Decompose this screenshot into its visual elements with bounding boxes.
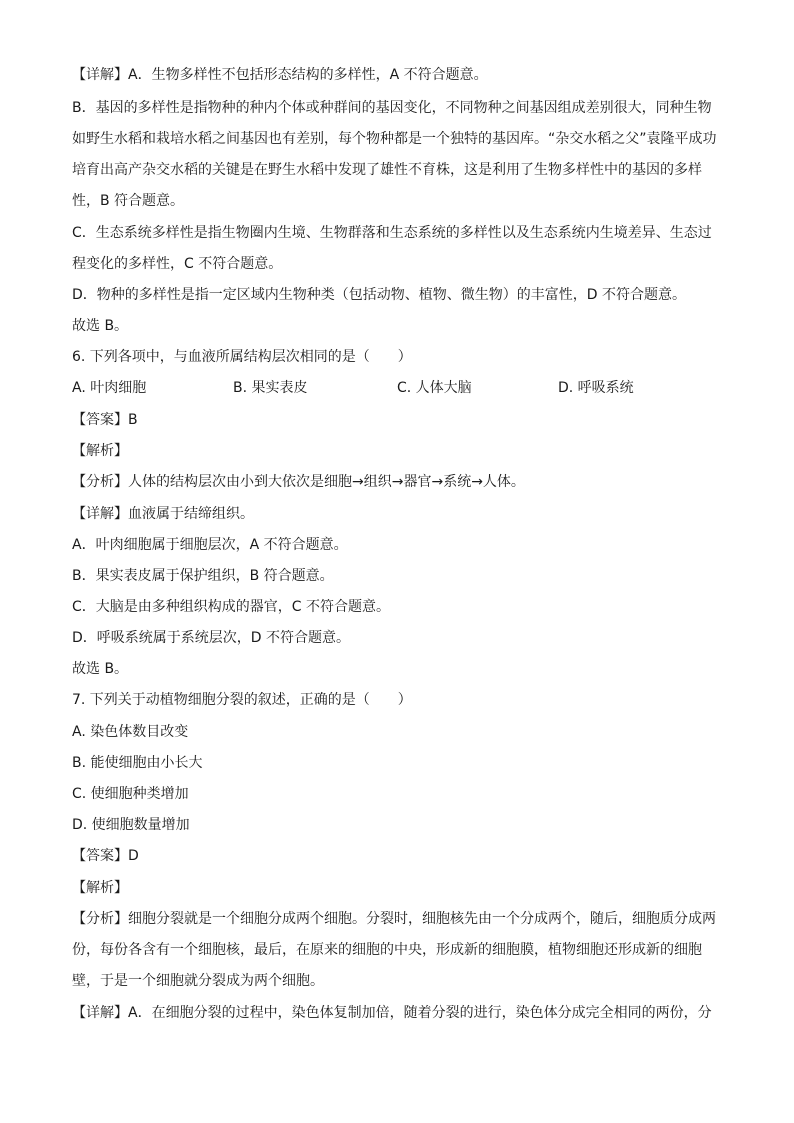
text-line: 【详解】血液属于结缔组织。 (72, 506, 254, 522)
text-line: 壁，于是一个细胞就分裂成为两个细胞。 (72, 973, 324, 989)
text-line: D．呼吸系统属于系统层次，D 不符合题意。 (72, 630, 351, 646)
choice-c: C. 使细胞种类增加 (72, 786, 189, 802)
text-line: 如野生水稻和栽培水稻之间基因也有差别，每个物种都是一个独特的基因库。“杂交水稻之父”袁隆平成功 (72, 131, 717, 147)
question-6-choices (72, 378, 722, 398)
choice-c: C. 人体大脑 (397, 380, 472, 396)
choice-b: B. 能使细胞由小长大 (72, 755, 203, 771)
text-line: 程变化的多样性，C 不符合题意。 (72, 256, 283, 272)
answer-line: 【答案】D (72, 848, 139, 864)
choice-d: D. 使细胞数量增加 (72, 817, 190, 833)
text-line: 性，B 符合题意。 (72, 193, 185, 209)
text-line: 故选 B。 (72, 661, 129, 677)
text-line: 【分析】细胞分裂就是一个细胞分成两个细胞。分裂时，细胞核先由一个分成两个，随后，细胞质分成两 (72, 911, 716, 927)
text-line: 份，每份各含有一个细胞核，最后，在原来的细胞的中央，形成新的细胞膜，植物细胞还形成新的细胞 (72, 942, 702, 958)
answer-line: 【答案】B (72, 412, 138, 428)
question-6-stem: 6. 下列各项中，与血液所属结构层次相同的是（ ） (72, 349, 412, 365)
choice-a: A. 叶肉细胞 (72, 380, 147, 396)
question-7-stem: 7. 下列关于动植物细胞分裂的叙述，正确的是（ ） (72, 692, 412, 708)
text-line: 【详解】A．生物多样性不包括形态结构的多样性，A 不符合题意。 (72, 67, 488, 83)
choice-b: B. 果实表皮 (233, 380, 308, 396)
analysis-heading: 【解析】 (72, 880, 128, 896)
text-line: 【详解】A．在细胞分裂的过程中，染色体复制加倍，随着分裂的进行，染色体分成完全相同的两份，分 (72, 1005, 712, 1021)
text-line: C．生态系统多样性是指生物圈内生境、生物群落和生态系统的多样性以及生态系统内生境差异、生态过 (72, 225, 712, 241)
text-line: D．物种的多样性是指一定区域内生物种类（包括动物、植物、微生物）的丰富性，D 不符合题意。 (72, 287, 687, 303)
text-line: 故选 B。 (72, 318, 129, 334)
analysis-heading: 【解析】 (72, 443, 128, 459)
text-line: B．果实表皮属于保护组织，B 符合题意。 (72, 568, 334, 584)
text-line: 【分析】人体的结构层次由小到大依次是细胞→组织→器官→系统→人体。 (72, 474, 525, 490)
choice-d: D. 呼吸系统 (558, 380, 634, 396)
choice-a: A. 染色体数目改变 (72, 724, 189, 740)
text-line: B．基因的多样性是指物种的种内个体或种群间的基因变化，不同物种之间基因组成差别很大，同种生物 (72, 100, 712, 116)
text-line: 培育出高产杂交水稻的关键是在野生水稻中发现了雄性不育株，这是利用了生物多样性中的基因的多样 (72, 162, 702, 178)
text-line: A．叶肉细胞属于细胞层次，A 不符合题意。 (72, 537, 348, 553)
text-line: C．大脑是由多种组织构成的器官，C 不符合题意。 (72, 599, 390, 615)
